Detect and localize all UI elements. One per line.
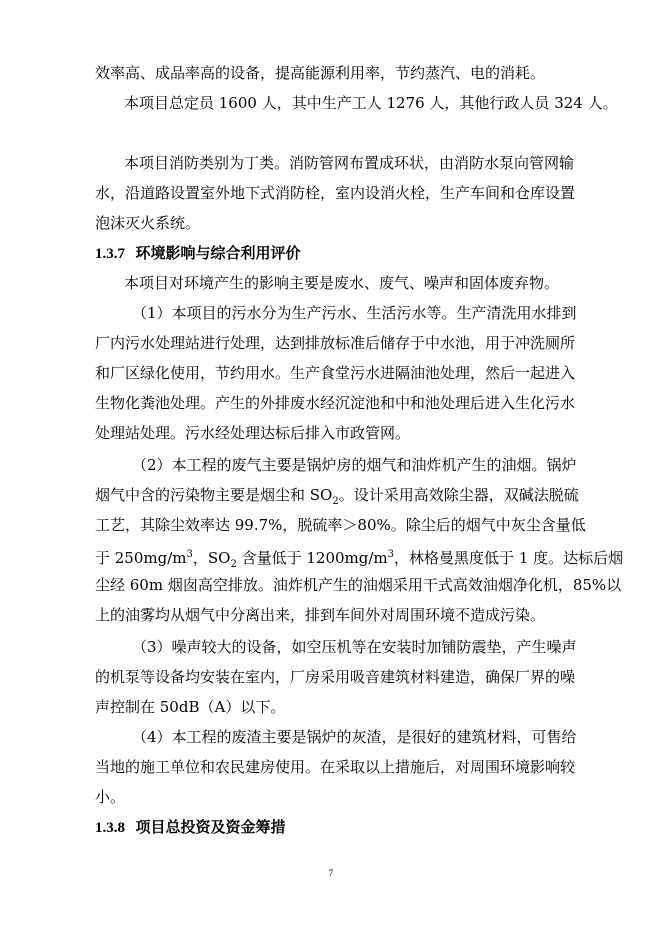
section-number: 1.3.8: [95, 820, 125, 836]
section-heading: [95, 243, 300, 264]
text-line: 工艺，其除尘效率达 99.7%，脱硫率＞80%。除尘后的烟气中灰尘含量低: [95, 516, 586, 534]
text-segment: 烟气中含的污染物主要是烟尘和 SO: [95, 486, 333, 504]
text-line: 上的油雾均从烟气中分离出来，排到车间外对周围环境不造成污染。: [95, 606, 546, 624]
section-number: 1.3.7: [95, 246, 125, 262]
text-line: 本项目对环境产生的影响主要是废水、废气、噪声和固体废弃物。: [124, 274, 560, 292]
text-line: （4）本工程的废渣主要是锅炉的灰渣，是很好的建筑材料，可售给: [132, 728, 577, 746]
section-title: 环境影响与综合利用评价: [135, 244, 301, 262]
text-line: 本项目总定员 1600 人，其中生产工人 1276 人，其他行政人员 324 人。: [124, 94, 618, 112]
text-line: （1）本项目的污水分为生产污水、生活污水等。生产清洗用水排到: [132, 304, 577, 322]
text-line: 生物化粪池处理。产生的外排废水经沉淀池和中和池处理后进入生化污水: [95, 394, 576, 412]
text-line: （3）噪声较大的设备，如空压机等在安装时加铺防震垫，产生噪声: [132, 638, 577, 656]
text-segment: 于 250mg/m: [95, 549, 187, 567]
text-segment: 。设计采用高效除尘器，双碱法脱硫: [338, 486, 579, 504]
text-segment: ，SO: [192, 549, 231, 567]
text-line: [95, 485, 579, 512]
text-line: 水，沿道路设置室外地下式消防栓，室内设消火栓，生产车间和仓库设置: [95, 184, 576, 202]
text-line: 处理站处理。污水经处理达标后排入市政管网。: [95, 424, 411, 442]
text-line: （2）本工程的废气主要是锅炉房的烟气和油炸机产生的油烟。锅炉: [132, 456, 577, 474]
text-line: 小。: [95, 788, 126, 806]
text-line: 声控制在 50dB（A）以下。: [95, 698, 286, 716]
subscript: 2: [332, 496, 339, 507]
text-segment: ，林格曼黑度低于 1 度。达标后烟: [394, 549, 624, 567]
subscript: 2: [230, 559, 237, 570]
superscript: 3: [387, 549, 395, 560]
text-line: 的机泵等设备均安装在室内，厂房采用吸音建筑材料建造，确保厂界的噪: [95, 668, 576, 686]
text-line: 本项目消防类别为丁类。消防管网布置成环状，由消防水泵向管网输: [124, 154, 575, 172]
text-line: 和厂区绿化使用，节约用水。生产食堂污水进隔油池处理，然后一起进入: [95, 364, 576, 382]
text-line: 效率高、成品率高的设备，提高能源利用率，节约蒸汽、电的消耗。: [95, 64, 546, 82]
text-line: 当地的施工单位和农民建房使用。在采取以上措施后，对周围环境影响较: [95, 758, 576, 776]
page-number: 7: [328, 868, 334, 878]
text-line: [95, 545, 623, 575]
text-line: 泡沫灭火系统。: [95, 214, 201, 232]
text-line: 厂内污水处理站进行处理，达到排放标准后储存于中水池，用于冲洗厕所: [95, 334, 576, 352]
text-segment: 含量低于 1200mg/m: [236, 549, 388, 567]
section-heading: [95, 817, 285, 838]
superscript: 3: [186, 549, 193, 560]
text-line: 尘经 60m 烟囱高空排放。油炸机产生的油烟采用干式高效油烟净化机，85%以: [95, 576, 622, 594]
section-title: 项目总投资及资金筹措: [135, 818, 286, 836]
